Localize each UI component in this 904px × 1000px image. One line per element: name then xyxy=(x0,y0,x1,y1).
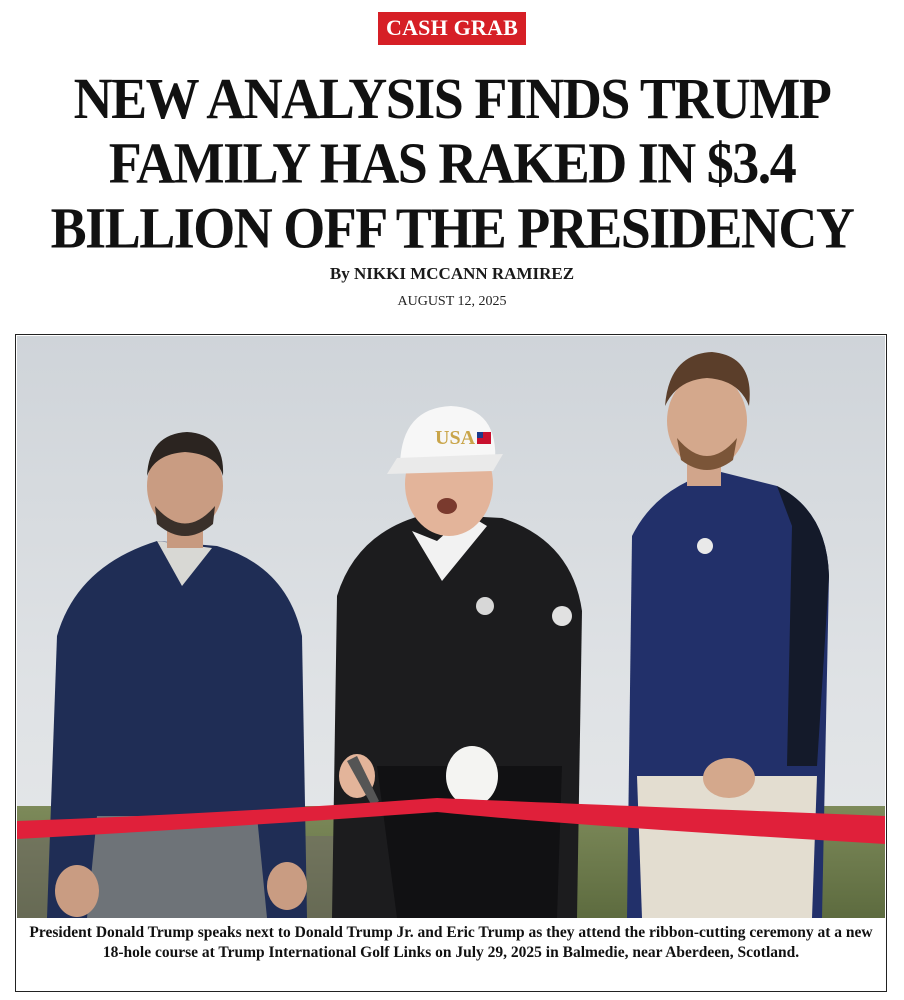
photo-caption: President Donald Trump speaks next to Donald Trump Jr. and Eric Trump as they attend the ribbon-cutting ceremony at a new 18-hole course at Trump International Golf Links on July 29, 2025 in Balmedie, near Aberdeen, Scotland. xyxy=(29,924,873,961)
sleeve-emblem xyxy=(552,606,572,626)
article-photo-figure xyxy=(15,334,887,992)
golf-glove xyxy=(446,746,498,806)
article-headline: NEW ANALYSIS FINDS TRUMP FAMILY HAS RAKED IN $3.4 BILLION OFF THE PRESIDENCY xyxy=(50,66,854,261)
kicker-container xyxy=(0,12,904,45)
publish-date: AUGUST 12, 2025 xyxy=(397,294,507,309)
photo-illustration xyxy=(17,336,885,918)
section-kicker[interactable]: CASH GRAB xyxy=(378,12,526,45)
byline-prefix: By xyxy=(329,264,355,283)
cap-text: USA xyxy=(435,427,476,449)
byline xyxy=(0,264,904,284)
byline-author[interactable]: NIKKI MCCANN RAMIREZ xyxy=(354,264,575,283)
article-photo xyxy=(17,336,885,918)
crest-emblem xyxy=(476,597,494,615)
